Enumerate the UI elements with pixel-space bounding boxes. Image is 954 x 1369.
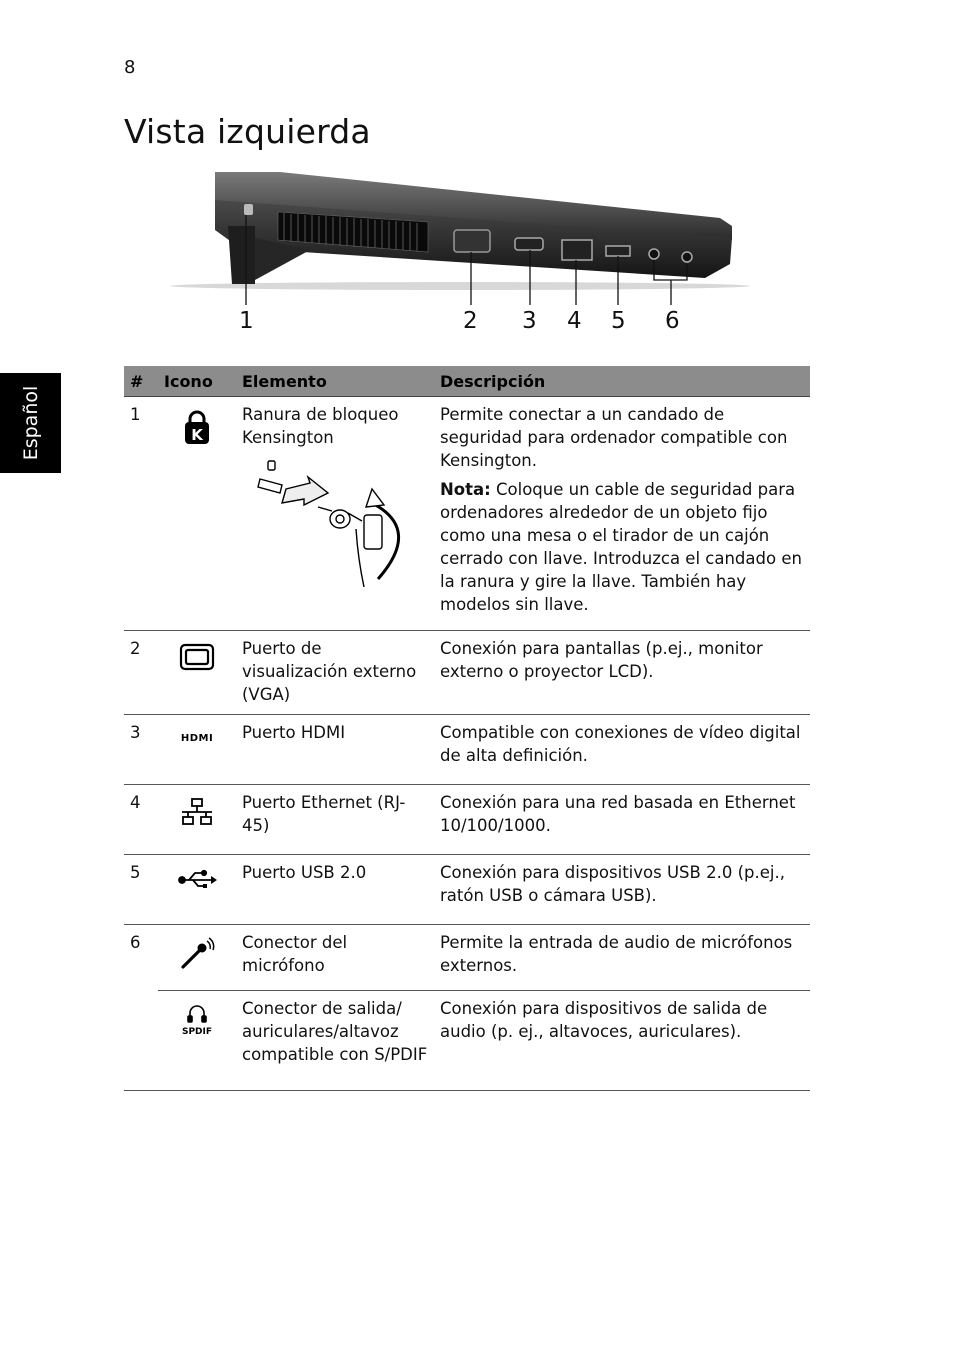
row-icon-cell — [158, 855, 236, 925]
page-number: 8 — [124, 57, 136, 78]
row-icon-cell — [158, 715, 236, 785]
row-element: Puerto USB 2.0 — [236, 855, 434, 925]
row-number: 5 — [124, 855, 158, 925]
callout-2: 2 — [463, 308, 478, 334]
row-number: 2 — [124, 631, 158, 715]
header-element: Elemento — [236, 366, 434, 397]
row-description: Conexión para dispositivos de salida de audio (p. ej., altavoces, auriculares). — [434, 991, 810, 1091]
row-icon-cell — [158, 925, 236, 991]
row-description-cell — [434, 397, 810, 631]
ethernet-icon — [180, 797, 214, 827]
table-row — [124, 925, 810, 991]
usb-port — [606, 246, 630, 256]
row-note — [440, 478, 804, 616]
row-number: 4 — [124, 785, 158, 855]
table-row — [124, 855, 810, 925]
laptop-left-side-illustration — [160, 160, 750, 340]
spdif-icon-text: SPDIF — [181, 1027, 213, 1037]
headphone-spdif-icon — [177, 1003, 217, 1037]
callout-1: 1 — [239, 308, 254, 334]
callout-6: 6 — [665, 308, 680, 334]
row-element: Puerto de visualización externo (VGA) — [236, 631, 434, 715]
row-description: Conexión para una red basada en Ethernet 10/100/1000. — [434, 785, 810, 855]
ethernet-port — [562, 240, 592, 260]
callout-4: 4 — [567, 308, 582, 334]
row-element: Conector de salida/ auriculares/altavoz compatible con S/PDIF — [236, 991, 434, 1091]
hdmi-port — [515, 238, 543, 250]
row-number: 1 — [124, 397, 158, 631]
kensington-cable-illustration — [252, 459, 412, 587]
table-row — [124, 785, 810, 855]
row-icon-cell — [158, 991, 236, 1091]
svg-text:K: K — [191, 426, 203, 444]
row-element-cell — [236, 397, 434, 631]
hdmi-icon-text: HDMI — [180, 733, 214, 744]
headphone-jack — [682, 252, 692, 262]
row-description: Permite la entrada de audio de micrófonos externos. — [440, 933, 793, 975]
row-element: Conector del micrófono — [242, 933, 348, 975]
row-icon-cell — [158, 785, 236, 855]
hdmi-icon — [177, 727, 217, 747]
microphone-jack — [649, 249, 659, 259]
page-title: Vista izquierda — [124, 112, 371, 151]
table-row — [124, 397, 810, 631]
row-description: Compatible con conexiones de vídeo digital de alta definición. — [434, 715, 810, 785]
row-element: Puerto Ethernet (RJ-45) — [236, 785, 434, 855]
table-row — [124, 991, 810, 1091]
port-spec-table — [124, 366, 810, 1091]
note-label: Nota: — [440, 480, 491, 499]
header-icon: Icono — [158, 366, 236, 397]
header-description: Descripción — [434, 366, 810, 397]
side-tab-label: Español — [19, 385, 42, 461]
row-description: Conexión para pantallas (p.ej., monitor externo o proyector LCD). — [434, 631, 810, 715]
row-element: Puerto HDMI — [236, 715, 434, 785]
table-row — [124, 715, 810, 785]
language-side-tab — [0, 373, 61, 473]
callout-5: 5 — [611, 308, 626, 334]
table-row — [124, 631, 810, 715]
row-description: Permite conectar a un candado de seguridad para ordenador compatible con Kensington. — [440, 405, 788, 470]
vga-port-icon — [179, 643, 215, 671]
vga-port — [454, 230, 490, 252]
row-icon-cell — [158, 397, 236, 631]
note-text: Coloque un cable de seguridad para ordenadores alrededor de un objeto fijo como una mesa o el tirador de un cajón cerrado con llave. Introduzca el candado en la ranura y gire la llave. También hay modelos sin llave. — [440, 480, 802, 614]
usb-icon — [177, 867, 217, 891]
header-num: # — [124, 366, 158, 397]
row-description: Conexión para dispositivos USB 2.0 (p.ej., ratón USB o cámara USB). — [434, 855, 810, 925]
row-number: 6 — [124, 925, 158, 1091]
row-number: 3 — [124, 715, 158, 785]
callout-3: 3 — [522, 308, 537, 334]
kensington-lock-icon — [183, 409, 211, 445]
kensington-slot — [244, 204, 253, 215]
microphone-icon — [179, 937, 215, 969]
table-header-row — [124, 366, 810, 397]
row-element: Ranura de bloqueo Kensington — [242, 405, 399, 447]
row-icon-cell — [158, 631, 236, 715]
